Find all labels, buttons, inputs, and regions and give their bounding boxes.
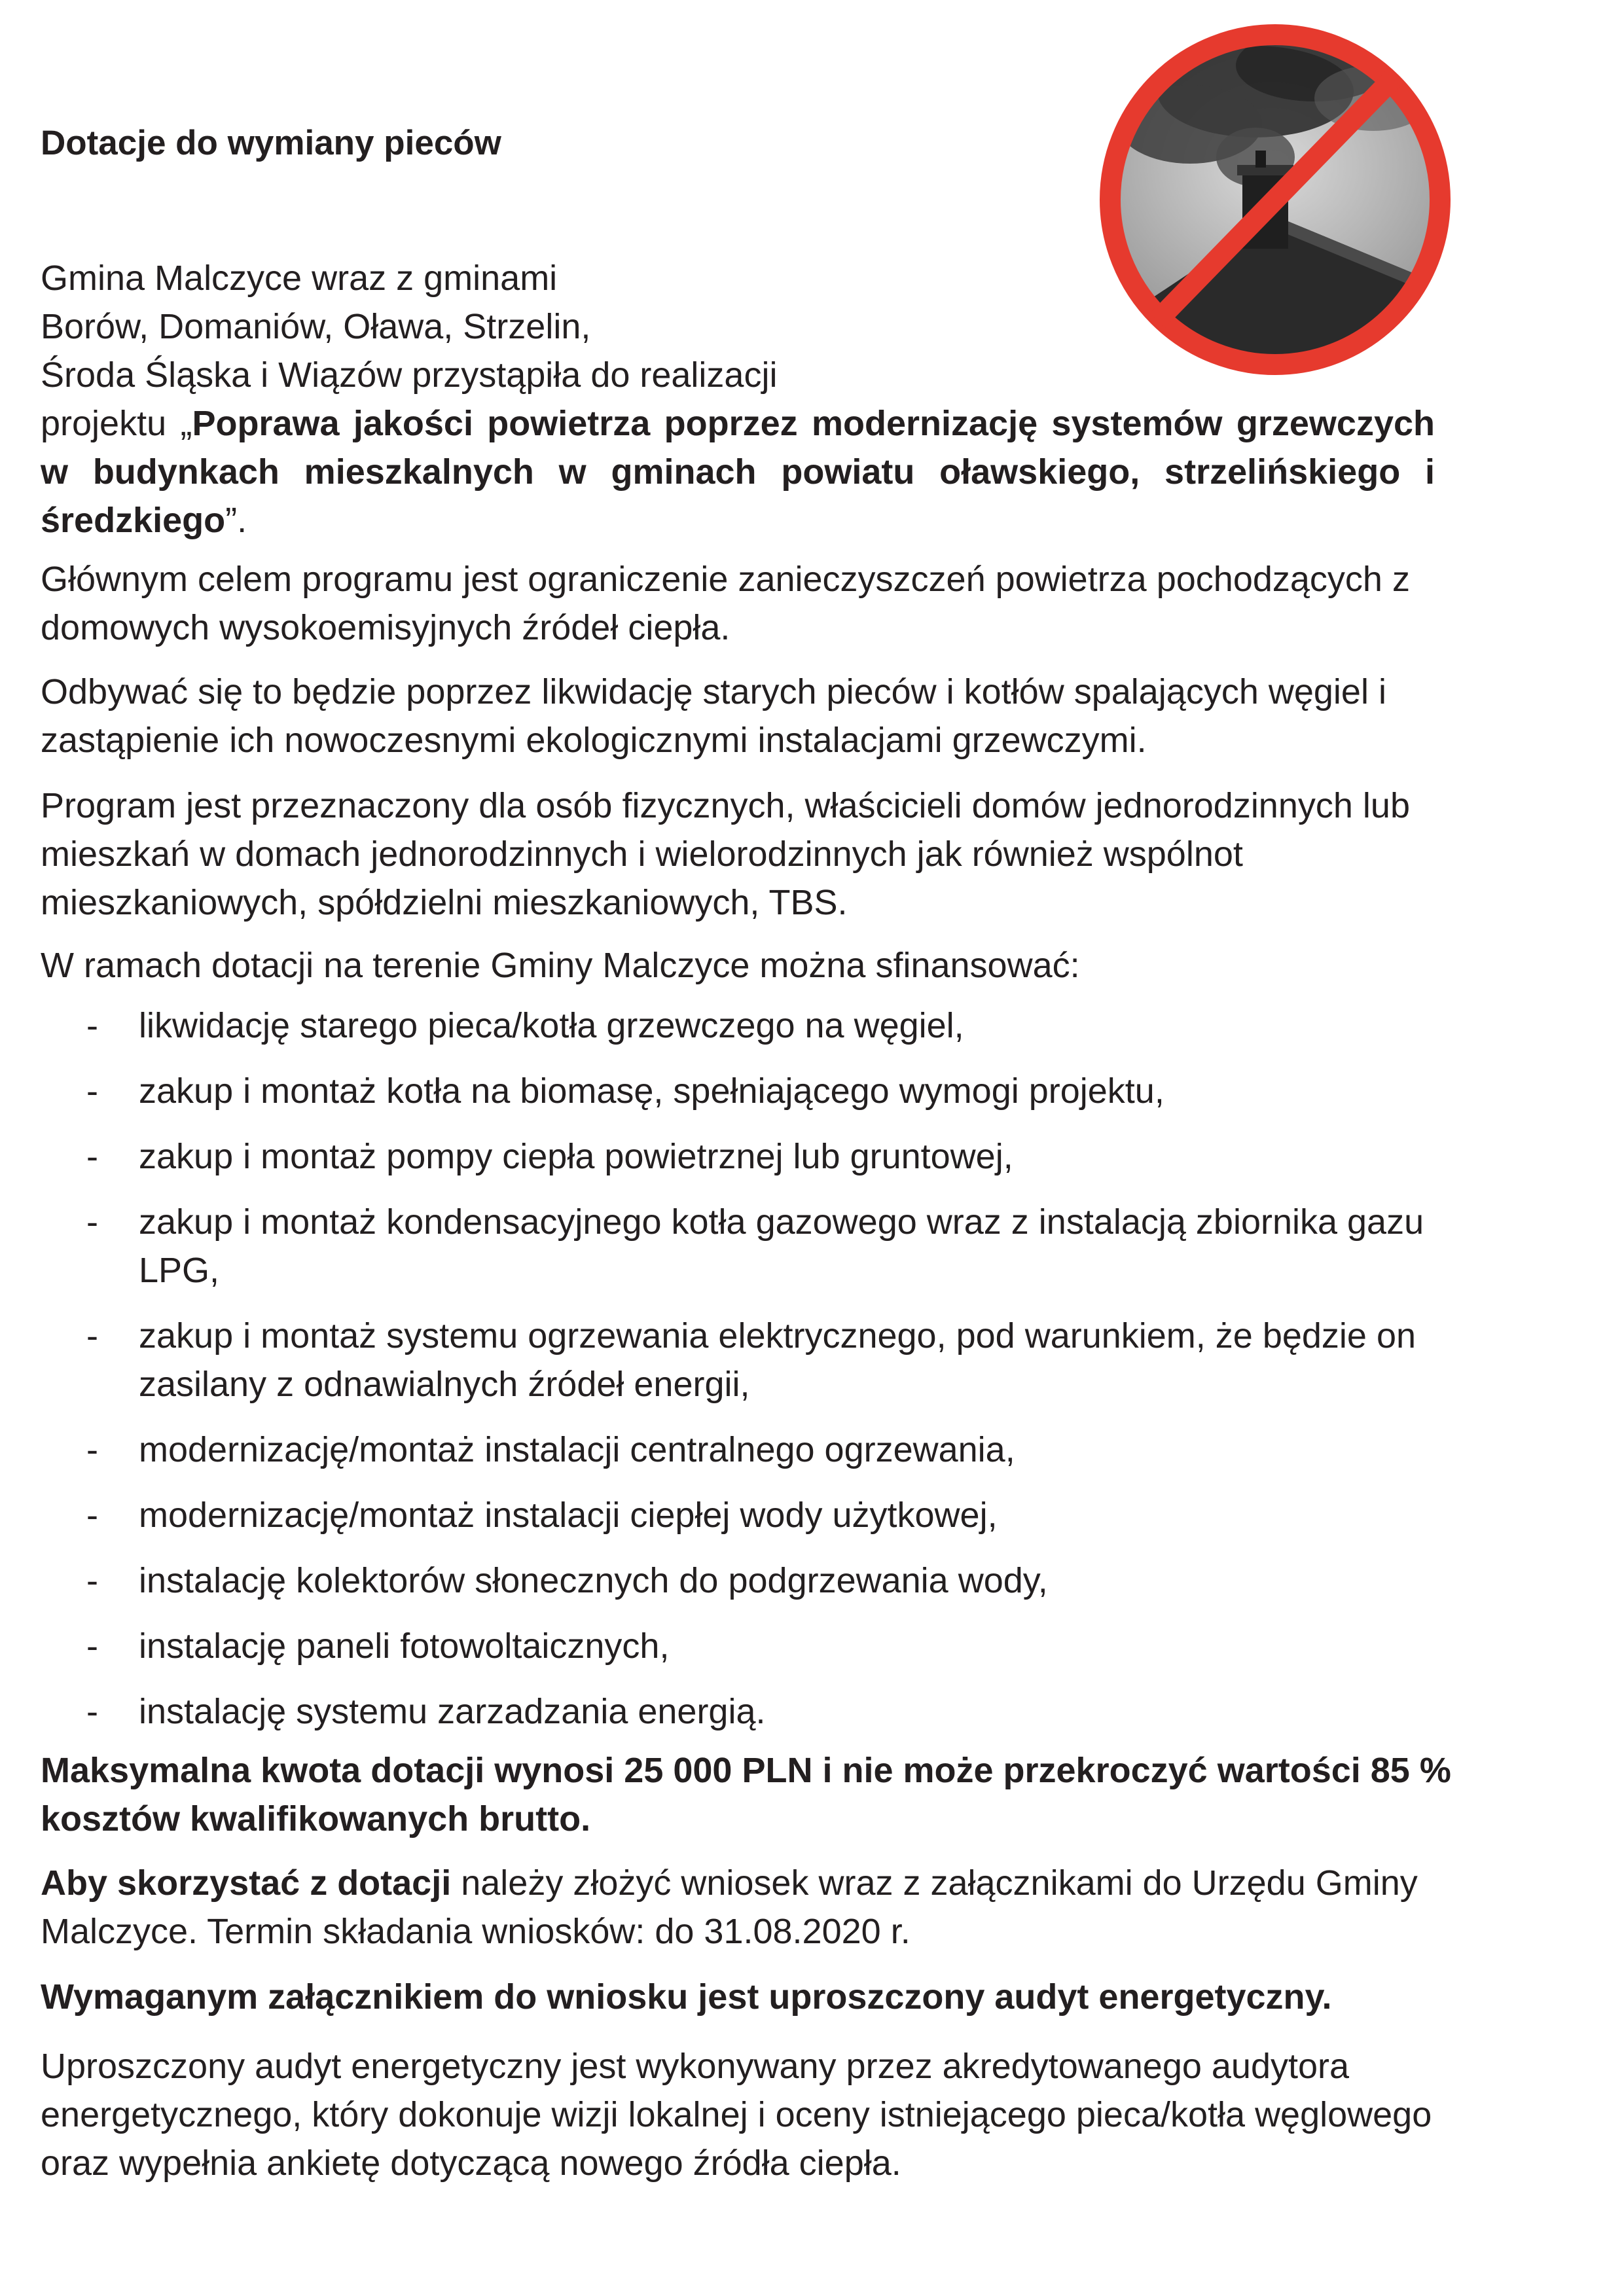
list-intro: W ramach dotacji na terenie Gminy Malczyce można sfinansować: <box>41 946 1080 985</box>
audit-paragraph: Uproszczony audyt energetyczny jest wykonywany przez akredytowanego audytora energetycznego, który dokonuje wizji lokalnej i oceny istniejącego pieca/kotła węglowego oraz wypełnia ankietę dotyczącą nowego źródła ciepła. <box>41 2047 1432 2183</box>
list-item: - modernizację/montaż instalacji centralnego ogrzewania, <box>86 1430 1015 1469</box>
list-item: - instalację systemu zarzadzania energią. <box>86 1692 766 1731</box>
max-amount-paragraph: Maksymalna kwota dotacji wynosi 25 000 PLN i nie może przekroczyć wartości 85 % kosztów kwalifikowanych brutto. <box>41 1751 1451 1839</box>
intro-line: Środa Śląska i Wiązów przystąpiła do realizacji <box>41 355 778 395</box>
method-paragraph: Odbywać się to będzie poprzez likwidację starych pieców i kotłów spalających węgiel i zastąpienie ich nowoczesnymi ekologicznymi instalacjami grzewczymi. <box>41 672 1386 760</box>
list-item: - zakup i montaż systemu ogrzewania elektrycznego, pod warunkiem, że będzie on zasilany z odnawialnych źródeł energii, <box>86 1316 1416 1404</box>
goal-paragraph: Głównym celem programu jest ograniczenie zanieczyszczeń powietrza pochodzących z domowych wysokoemisyjnych źródeł ciepła. <box>41 560 1410 647</box>
intro-line: Borów, Domaniów, Oława, Strzelin, <box>41 307 591 346</box>
list-item: - likwidację starego pieca/kotła grzewczego na węgiel, <box>86 1006 964 1045</box>
required-attachment: Wymaganym załącznikiem do wniosku jest uproszczony audyt energetyczny. <box>41 1977 1332 2017</box>
municipality-name: Gmina Malczyce <box>41 259 302 298</box>
list-item: - zakup i montaż pompy ciepła powietrznej lub gruntowej, <box>86 1137 1013 1176</box>
apply-paragraph: Aby skorzystać z dotacji należy złożyć wniosek wraz z załącznikami do Urzędu Gminy Malczyce. Termin składania wniosków: do 31.08.2020 r. <box>41 1863 1418 1951</box>
list-item: - zakup i montaż kondensacyjnego kotła gazowego wraz z instalacją zbiornika gazu LPG, <box>86 1202 1424 1290</box>
list-item: - modernizację/montaż instalacji ciepłej wody użytkowej, <box>86 1496 998 1535</box>
page-title: Dotacje do wymiany pieców <box>41 124 501 162</box>
list-item: - instalację paneli fotowoltaicznych, <box>86 1626 670 1666</box>
list-item: - zakup i montaż kotła na biomasę, spełniającego wymogi projektu, <box>86 1071 1164 1111</box>
list-item: - instalację kolektorów słonecznych do podgrzewania wody, <box>86 1561 1048 1600</box>
project-name: Poprawa jakości powietrza poprzez modernizację systemów grzewczych w budynkach mieszkalnych w gminach powiatu oławskiego, strzelińskiego i średzkiego <box>41 404 1435 540</box>
fundable-items-list <box>41 1001 1481 1753</box>
intro-paragraph: Gmina Malczyce wraz z gminami Borów, Domaniów, Oława, Strzelin, Środa Śląska i Wiązów przystąpiła do realizacji projektu „Poprawa jakości powietrza poprzez modernizację systemów grzewczych w budynkach mieszkalnych w gminach powiatu oławskiego, strzelińskiego i średzkiego”. <box>41 254 1481 545</box>
target-paragraph: Program jest przeznaczony dla osób fizycznych, właścicieli domów jednorodzinnych lub mieszkań w domach jednorodzinnych i wielorodzinnych jak również wspólnot mieszkaniowych, spółdzielni mieszkaniowych, TBS. <box>41 786 1410 922</box>
